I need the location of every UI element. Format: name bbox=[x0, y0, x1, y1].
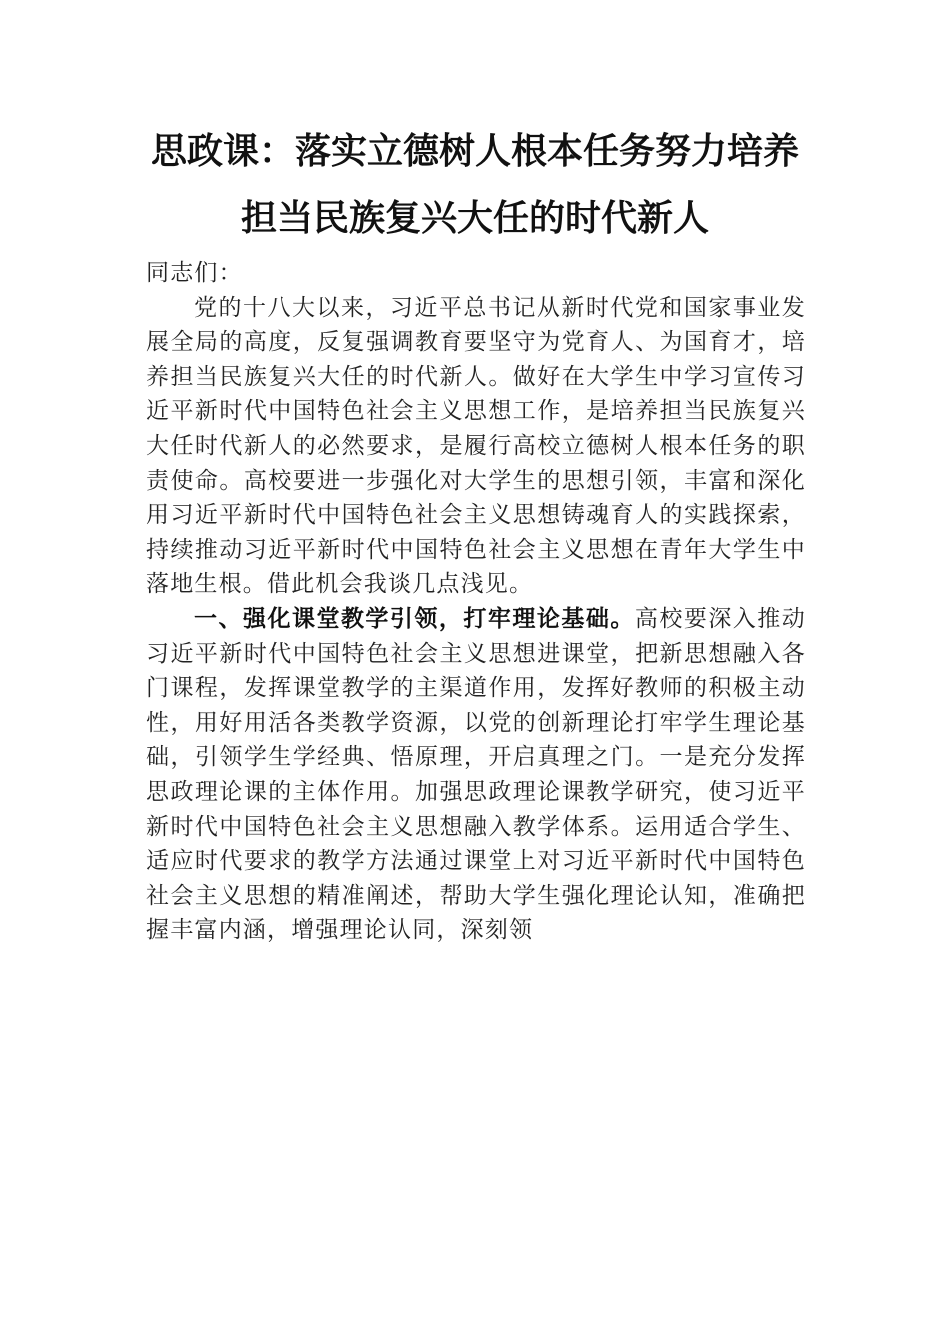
section-1-body: 高校要深入推动习近平新时代中国特色社会主义思想进课堂，把新思想融入各门课程，发挥课堂教学的主渠道作用，发挥好教师的积极主动性，用好用活各类教学资源，以党的创新理论打牢学生理论基础，引领学生学经典、悟原理，开启真理之门。一是充分发挥思政理论课的主体作用。加强思政理论课教学研究，使习近平新时代中国特色社会主义思想融入教学体系。运用适合学生、适应时代要求的教学方法通过课堂上对习近平新时代中国特色社会主义思想的精准阐述，帮助大学生强化理论认知，准确把握丰富内涵，增强理论认同，深刻领 bbox=[146, 605, 806, 944]
salutation: 同志们： bbox=[146, 260, 243, 286]
document-title-line-2: 担当民族复兴大任的时代新人 bbox=[240, 197, 709, 239]
paragraph-section-1 bbox=[146, 602, 806, 948]
document-body bbox=[146, 256, 806, 948]
document-title-line-1: 思政课：落实立德树人根本任务努力培养 bbox=[150, 130, 799, 172]
paragraph-intro: 党的十八大以来，习近平总书记从新时代党和国家事业发展全局的高度，反复强调教育要坚守为党育人、为国育才，培养担当民族复兴大任的时代新人。做好在大学生中学习宣传习近平新时代中国特色社会主义思想工作，是培养担当民族复兴大任时代新人的必然要求，是履行高校立德树人根本任务的职责使命。高校要进一步强化对大学生的思想引领，丰富和深化用习近平新时代中国特色社会主义思想铸魂育人的实践探索，持续推动习近平新时代中国特色社会主义思想在青年大学生中落地生根。借此机会我谈几点浅见。 bbox=[146, 294, 806, 598]
section-1-heading: 一、强化课堂教学引领，打牢理论基础。 bbox=[194, 605, 635, 632]
